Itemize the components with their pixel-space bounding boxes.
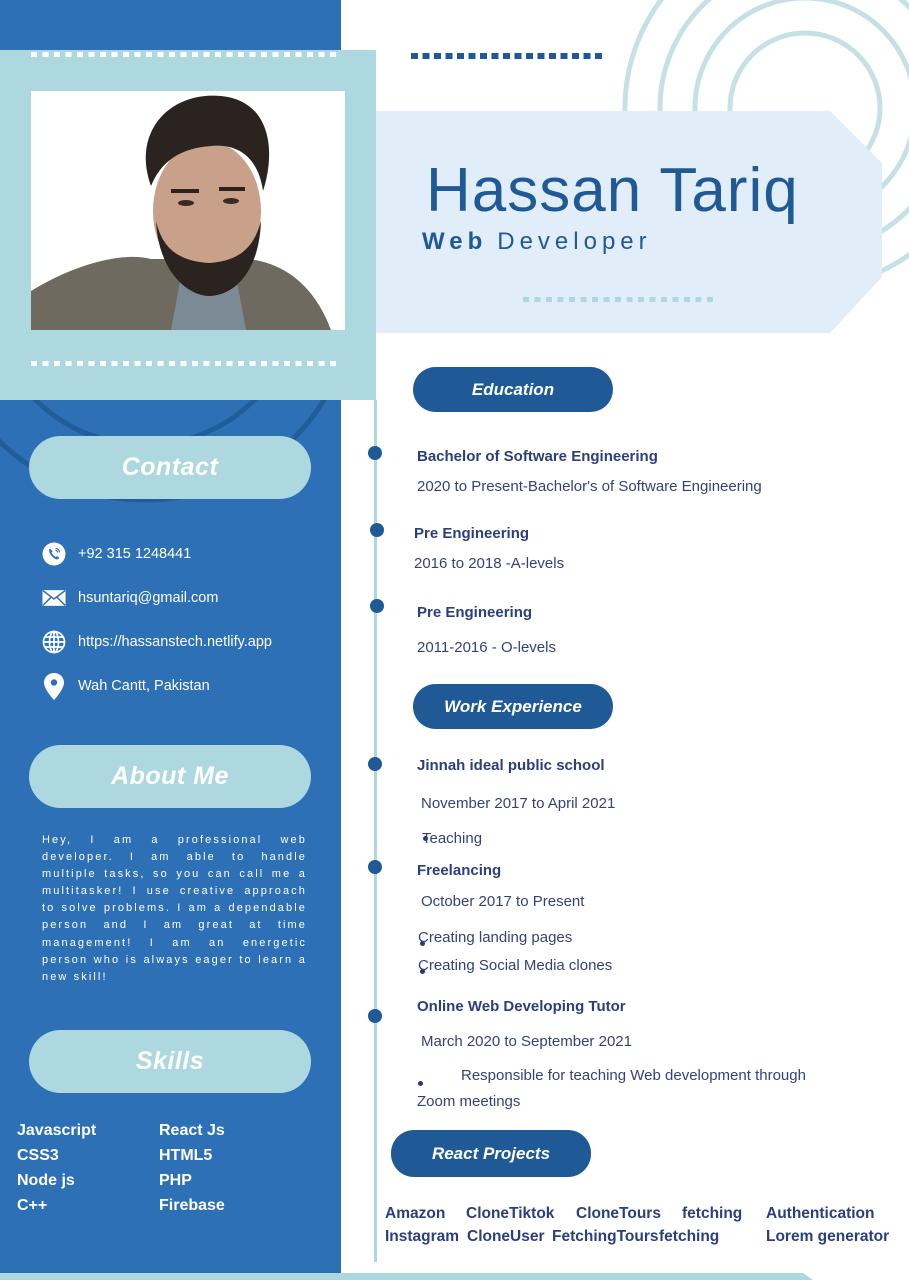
contact-list bbox=[42, 532, 332, 708]
job-title-bold: Web bbox=[422, 228, 488, 255]
work-heading: Work Experience bbox=[413, 684, 613, 729]
work-dates: October 2017 to Present bbox=[421, 893, 585, 910]
project-item: CloneTiktok bbox=[466, 1205, 555, 1222]
contact-heading: Contact bbox=[29, 436, 311, 499]
phone-icon bbox=[42, 542, 66, 566]
education-detail: 2016 to 2018 -A-levels bbox=[414, 555, 565, 572]
location-pin-icon bbox=[42, 674, 66, 698]
education-title: Bachelor of Software Engineering bbox=[417, 448, 658, 465]
timeline-bullet bbox=[368, 757, 382, 771]
education-title: Pre Engineering bbox=[414, 525, 530, 542]
work-point: Teaching bbox=[422, 830, 483, 847]
work-point: Creating landing pages bbox=[418, 929, 573, 946]
projects-row bbox=[385, 1225, 905, 1248]
projects-row bbox=[385, 1202, 905, 1225]
work-point: Creating Social Media clones bbox=[418, 957, 613, 974]
about-paragraph: Hey, I am a professional web developer. I am able to handle multiple tasks, so you can call me a multitasker! I use creative approach to solve problems. I am a dependable person and I am great at time management! I am an energetic person who is always eager to learn a new skill! bbox=[42, 834, 307, 983]
dotted-divider bbox=[31, 361, 336, 366]
project-item: Lorem generator bbox=[766, 1228, 890, 1245]
timeline-bullet bbox=[368, 860, 382, 874]
skill-item: PHP bbox=[159, 1172, 192, 1189]
skill-item: Firebase bbox=[159, 1197, 225, 1214]
job-title-rest: Developer bbox=[497, 228, 652, 255]
mail-icon bbox=[42, 586, 66, 610]
skill-item: React Js bbox=[159, 1122, 225, 1139]
project-item: CloneUser bbox=[467, 1228, 545, 1245]
contact-location bbox=[42, 664, 332, 708]
contact-location-text: Wah Cantt, Pakistan bbox=[78, 678, 210, 694]
project-item: fetching bbox=[659, 1228, 720, 1245]
dotted-divider bbox=[523, 297, 715, 302]
full-name: Hassan Tariq bbox=[426, 156, 799, 225]
skill-item: Node js bbox=[17, 1172, 75, 1189]
person-silhouette-icon bbox=[31, 91, 345, 330]
timeline-bullet bbox=[368, 446, 382, 460]
bottom-accent-bar bbox=[341, 1273, 813, 1280]
contact-phone-text: +92 315 1248441 bbox=[78, 546, 192, 562]
project-item: FetchingTours bbox=[552, 1228, 659, 1245]
contact-website[interactable] bbox=[42, 620, 332, 664]
project-item: Instagram bbox=[385, 1228, 460, 1245]
about-heading: About Me bbox=[29, 745, 311, 808]
work-title: Online Web Developing Tutor bbox=[417, 998, 626, 1015]
contact-website-text[interactable]: https://hassanstech.netlify.app bbox=[78, 634, 272, 650]
bottom-accent-bar bbox=[0, 1273, 341, 1280]
education-detail: 2020 to Present-Bachelor's of Software Engineering bbox=[417, 478, 762, 495]
contact-phone bbox=[42, 532, 332, 576]
skill-item: C++ bbox=[17, 1197, 48, 1214]
education-title: Pre Engineering bbox=[417, 604, 533, 621]
globe-icon bbox=[42, 630, 66, 654]
work-dates: November 2017 to April 2021 bbox=[421, 795, 616, 812]
work-point: Responsible for teaching Web development through bbox=[461, 1067, 806, 1084]
contact-email-text[interactable]: hsuntariq@gmail.com bbox=[78, 590, 219, 606]
education-detail: 2011-2016 - O-levels bbox=[417, 639, 556, 656]
contact-email[interactable] bbox=[42, 576, 332, 620]
work-title: Freelancing bbox=[417, 862, 502, 879]
job-title bbox=[422, 228, 652, 256]
profile-photo bbox=[31, 91, 345, 330]
list-bullet bbox=[418, 1081, 423, 1086]
project-item: Authentication bbox=[766, 1205, 875, 1222]
project-item: CloneTours bbox=[576, 1205, 661, 1222]
skill-item: HTML5 bbox=[159, 1147, 213, 1164]
timeline-bullet bbox=[370, 599, 384, 613]
education-heading: Education bbox=[413, 367, 613, 412]
work-dates: March 2020 to September 2021 bbox=[421, 1033, 632, 1050]
project-item: fetching bbox=[682, 1205, 743, 1222]
skills-list bbox=[17, 1122, 317, 1215]
work-title: Jinnah ideal public school bbox=[417, 757, 605, 774]
work-point: Zoom meetings bbox=[417, 1093, 521, 1110]
projects-heading: React Projects bbox=[391, 1130, 591, 1177]
skill-item: CSS3 bbox=[17, 1147, 59, 1164]
dotted-divider bbox=[411, 53, 603, 59]
skills-heading: Skills bbox=[29, 1030, 311, 1093]
project-item: Amazon bbox=[385, 1205, 446, 1222]
timeline-bullet bbox=[370, 523, 384, 537]
photo-frame bbox=[0, 50, 376, 400]
projects-list bbox=[385, 1202, 905, 1248]
timeline-bullet bbox=[368, 1009, 382, 1023]
dotted-divider bbox=[31, 52, 336, 57]
skill-item: Javascript bbox=[17, 1122, 97, 1139]
